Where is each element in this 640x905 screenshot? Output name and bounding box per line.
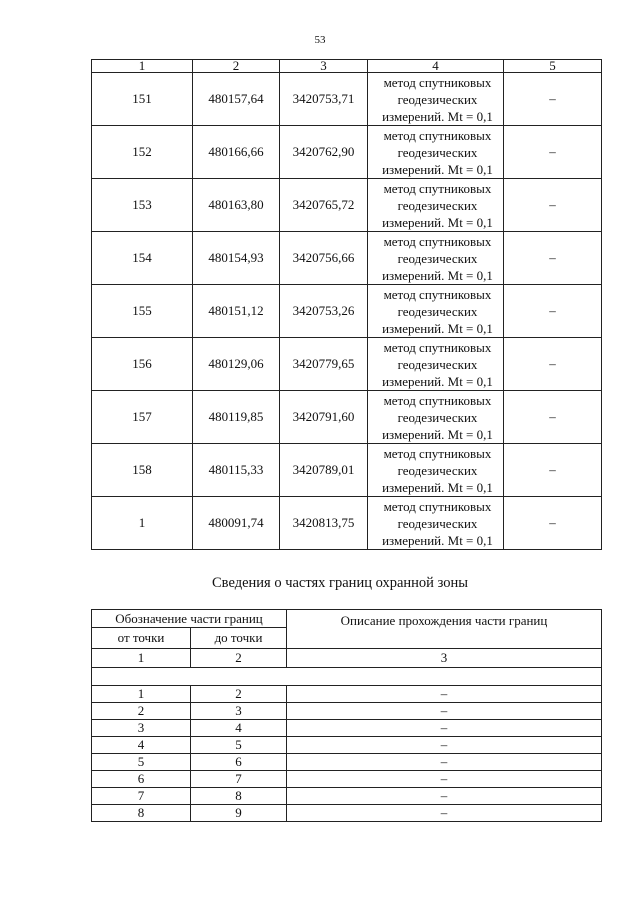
x-coordinate: 480151,12 [193, 285, 280, 338]
y-coordinate: 3420765,72 [280, 179, 368, 232]
boundary-parts-table [91, 609, 602, 822]
measurement-method-line: геодезических [397, 144, 478, 160]
measurement-method-line: метод спутниковых [383, 286, 492, 302]
from-point: 4 [92, 737, 191, 754]
measurement-method [368, 179, 504, 232]
measurement-method-line: геодезических [397, 409, 478, 425]
column-number: 2 [193, 60, 280, 73]
coordinates-table [91, 59, 602, 550]
measurement-method-line: геодезических [397, 303, 478, 319]
measurement-method [368, 497, 504, 550]
from-point-header: от точки [92, 628, 191, 649]
table-row [92, 754, 602, 771]
to-point: 4 [191, 720, 287, 737]
measurement-method-line: метод спутниковых [383, 233, 492, 249]
point-number: 154 [92, 232, 193, 285]
point-number: 157 [92, 391, 193, 444]
from-point: 5 [92, 754, 191, 771]
table-row [92, 444, 602, 497]
measurement-method-line: измерений. Mt = 0,1 [382, 532, 493, 548]
y-coordinate: 3420753,71 [280, 73, 368, 126]
to-point-header: до точки [191, 628, 287, 649]
table-row [92, 788, 602, 805]
note: – [504, 285, 602, 338]
measurement-method-line: геодезических [397, 197, 478, 213]
column-number: 4 [368, 60, 504, 73]
point-number: 151 [92, 73, 193, 126]
y-coordinate: 3420791,60 [280, 391, 368, 444]
boundary-description: – [287, 788, 602, 805]
note: – [504, 391, 602, 444]
from-point: 8 [92, 805, 191, 822]
measurement-method-line: метод спутниковых [383, 498, 492, 514]
measurement-method-line: метод спутниковых [383, 445, 492, 461]
measurement-method-line: геодезических [397, 91, 478, 107]
x-coordinate: 480154,93 [193, 232, 280, 285]
measurement-method [368, 126, 504, 179]
table-row [92, 391, 602, 444]
to-point: 8 [191, 788, 287, 805]
measurement-method-line: геодезических [397, 515, 478, 531]
measurement-method [368, 338, 504, 391]
to-point: 6 [191, 754, 287, 771]
note: – [504, 126, 602, 179]
note: – [504, 497, 602, 550]
empty-cell [92, 668, 602, 686]
measurement-method-line: измерений. Mt = 0,1 [382, 267, 493, 283]
parts-spacer-row [92, 668, 602, 686]
table-row [92, 73, 602, 126]
to-point: 7 [191, 771, 287, 788]
from-point: 3 [92, 720, 191, 737]
point-number: 158 [92, 444, 193, 497]
x-coordinate: 480163,80 [193, 179, 280, 232]
note: – [504, 73, 602, 126]
column-number: 1 [92, 649, 191, 668]
point-number: 152 [92, 126, 193, 179]
section-title: Сведения о частях границ охранной зоны [212, 575, 468, 591]
coordinates-table-body [92, 60, 602, 550]
boundary-description: – [287, 737, 602, 754]
point-number: 156 [92, 338, 193, 391]
table-row [92, 285, 602, 338]
boundary-description-header: Описание прохождения части границ [287, 610, 602, 649]
column-number: 3 [287, 649, 602, 668]
measurement-method-line: измерений. Mt = 0,1 [382, 373, 493, 389]
measurement-method-line: измерений. Mt = 0,1 [382, 161, 493, 177]
table-row [92, 179, 602, 232]
measurement-method [368, 232, 504, 285]
measurement-method-line: измерений. Mt = 0,1 [382, 320, 493, 336]
boundary-part-designation-header: Обозначение части границ [92, 610, 287, 628]
measurement-method-line: метод спутниковых [383, 339, 492, 355]
measurement-method-line: измерений. Mt = 0,1 [382, 479, 493, 495]
table-row [92, 805, 602, 822]
boundary-description: – [287, 703, 602, 720]
from-point: 6 [92, 771, 191, 788]
y-coordinate: 3420753,26 [280, 285, 368, 338]
measurement-method-line: геодезических [397, 250, 478, 266]
y-coordinate: 3420756,66 [280, 232, 368, 285]
from-point: 2 [92, 703, 191, 720]
x-coordinate: 480119,85 [193, 391, 280, 444]
y-coordinate: 3420789,01 [280, 444, 368, 497]
table-row [92, 497, 602, 550]
boundary-parts-table-body [92, 610, 602, 822]
point-number: 155 [92, 285, 193, 338]
measurement-method [368, 391, 504, 444]
measurement-method [368, 444, 504, 497]
table-row [92, 703, 602, 720]
boundary-description: – [287, 805, 602, 822]
measurement-method [368, 285, 504, 338]
boundary-description: – [287, 720, 602, 737]
note: – [504, 444, 602, 497]
parts-header-row [92, 610, 602, 628]
y-coordinate: 3420813,75 [280, 497, 368, 550]
column-number: 1 [92, 60, 193, 73]
measurement-method-line: геодезических [397, 356, 478, 372]
measurement-method-line: измерений. Mt = 0,1 [382, 426, 493, 442]
table-row [92, 338, 602, 391]
boundary-description: – [287, 771, 602, 788]
column-number: 3 [280, 60, 368, 73]
column-number: 5 [504, 60, 602, 73]
column-number: 2 [191, 649, 287, 668]
to-point: 5 [191, 737, 287, 754]
parts-number-row [92, 649, 602, 668]
to-point: 2 [191, 686, 287, 703]
x-coordinate: 480129,06 [193, 338, 280, 391]
page-number: 53 [314, 34, 326, 46]
to-point: 3 [191, 703, 287, 720]
to-point: 9 [191, 805, 287, 822]
note: – [504, 232, 602, 285]
point-number: 1 [92, 497, 193, 550]
x-coordinate: 480115,33 [193, 444, 280, 497]
from-point: 7 [92, 788, 191, 805]
from-point: 1 [92, 686, 191, 703]
measurement-method-line: метод спутниковых [383, 74, 492, 90]
table-row [92, 232, 602, 285]
measurement-method-line: метод спутниковых [383, 392, 492, 408]
x-coordinate: 480091,74 [193, 497, 280, 550]
table-row [92, 737, 602, 754]
measurement-method-line: метод спутниковых [383, 180, 492, 196]
coordinates-header-row [92, 60, 602, 73]
table-row [92, 720, 602, 737]
table-row [92, 126, 602, 179]
x-coordinate: 480166,66 [193, 126, 280, 179]
x-coordinate: 480157,64 [193, 73, 280, 126]
measurement-method-line: геодезических [397, 462, 478, 478]
measurement-method [368, 73, 504, 126]
measurement-method-line: измерений. Mt = 0,1 [382, 214, 493, 230]
boundary-description: – [287, 686, 602, 703]
measurement-method-line: метод спутниковых [383, 127, 492, 143]
note: – [504, 179, 602, 232]
y-coordinate: 3420779,65 [280, 338, 368, 391]
measurement-method-line: измерений. Mt = 0,1 [382, 108, 493, 124]
y-coordinate: 3420762,90 [280, 126, 368, 179]
boundary-description: – [287, 754, 602, 771]
table-row [92, 686, 602, 703]
point-number: 153 [92, 179, 193, 232]
table-row [92, 771, 602, 788]
note: – [504, 338, 602, 391]
